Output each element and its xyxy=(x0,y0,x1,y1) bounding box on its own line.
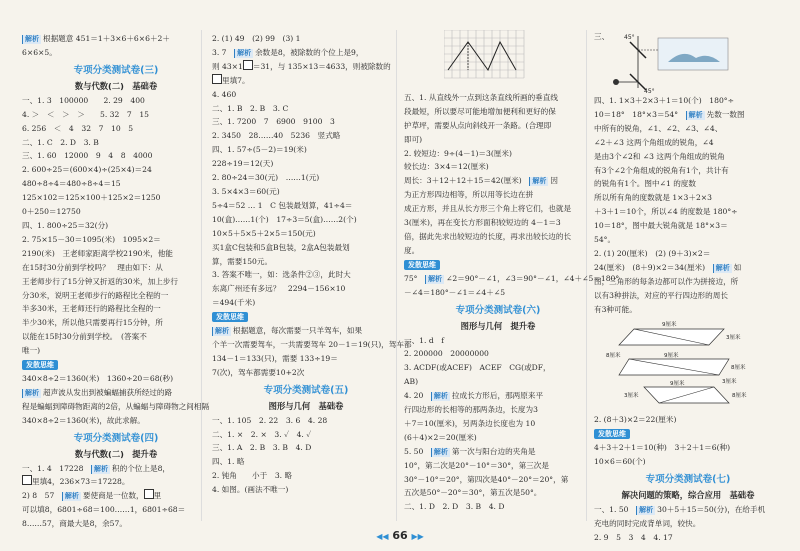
note-line: 中所有的锐角，∠1、∠2、∠3、∠4、 xyxy=(594,123,723,133)
note-line: 以有3种拼法，对应的平行四边形的周长 xyxy=(594,290,728,300)
answer-line: 3. 7 解析 余数是8，被除数的个位上是9， xyxy=(212,47,364,57)
answer-line: 段最短，所以要尽可能地增加便利和更好的保 xyxy=(404,106,556,116)
note-line: ∠2＋∠3 这两个角组成的锐角，∠4 xyxy=(594,137,714,147)
note-line: 解析 根据题意，每次需要一只羊驾车，如果 xyxy=(212,324,400,338)
answer-column-4 xyxy=(594,30,782,545)
edge-label: 3厘米 xyxy=(624,392,639,399)
answer-line: 2. 钝角 小于 3. 略 xyxy=(212,471,293,481)
note-line: 解析 超声波从发出到被蝙蝠捕获所经过的路 xyxy=(22,386,210,400)
angle-label: 45° xyxy=(624,34,635,41)
blank-box xyxy=(212,74,222,84)
answer-line: 即可) xyxy=(404,134,423,144)
answer-line: 2. 75×15－30＝1095(米) 1095×2＝ xyxy=(22,234,161,244)
edge-label: 3厘米 xyxy=(722,378,737,385)
answer-line: 5. 50 解析 第一次与阳台边的夹角是 xyxy=(404,446,536,456)
answer-line: 2. 80÷24＝30(元) ……1(元) xyxy=(212,173,320,183)
section-subtitle: 数与代数(二) 提升卷 xyxy=(74,448,158,459)
answer-line: 一、1. 50 解析 30＋5＋15＝50(分)，在给手机 xyxy=(594,505,766,515)
divergent-thinking-badge: 发散思维 xyxy=(404,260,440,270)
answer-line: 五、1. 从直线外一点到这条直线所画的垂直线 xyxy=(404,92,558,102)
answer-line: 2. 3450 28……40 5236 竖式略 xyxy=(212,131,341,141)
answer-line: 4. ＞ ＜ ＞ ＞ 5. 32 7 15 xyxy=(22,109,150,119)
answer-line: 半多30米，王老师还行的路程比全程的一 xyxy=(22,304,161,314)
note-line: 所以所有角的度数就是 1×3＋2×3 xyxy=(594,193,712,203)
section-title: 专项分类测试卷(三) xyxy=(73,64,159,76)
answer-line: 10×6＝60(个) xyxy=(594,457,646,467)
answer-line: 2. (8＋3)×2＝22(厘米) xyxy=(594,415,677,425)
answer-line: 一、1. d f xyxy=(404,335,445,345)
note-line: 6×6×5。 xyxy=(22,47,57,57)
note-line: 度。 xyxy=(404,245,420,255)
angle-label: 45° xyxy=(644,88,655,94)
answer-line: 里填7。 xyxy=(212,74,400,88)
note-line: ＋3＋1＝10个，所以∠4 的度数是 180°÷ xyxy=(594,207,738,217)
edge-label: 9厘米 xyxy=(662,321,677,328)
answer-line: 二、1. B 2. B 3. C xyxy=(212,103,289,113)
answer-line: 75° 解析 ∠2＝90°－∠1，∠3＝90°－∠1，∠4＋∠5＝180° xyxy=(404,273,620,283)
answer-line: 三、1. 60 12000 9 4 8 4000 xyxy=(22,151,153,161)
section-title: 专项分类测试卷(四) xyxy=(73,432,159,444)
note-line: ＋7＝10(厘米)，另两条边长度也为 10 xyxy=(404,418,536,428)
answer-line: 分30米，说明王老师步行的路程比全程的一 xyxy=(22,290,169,300)
mirror-reflection-figure xyxy=(608,30,758,94)
note-line: 成正方形，并且从长方形三个角上将它们，也就是 xyxy=(404,204,572,214)
answer-line: 一、1. 3 100000 2. 29 400 xyxy=(22,95,145,105)
answer-line: 里填4，236×73＝17228。 xyxy=(22,475,210,489)
answer-line: 3. 5×4×3＝60(元) xyxy=(212,186,280,196)
note-line: 340×8÷2＝1360(米)，故此求解。 xyxy=(22,415,145,425)
right-arrows-icon: ▶▶ xyxy=(411,532,424,541)
note-line: 程是蝙蝠到障碍物距离的2倍，从蝙蝠与障碍物之间相隔 xyxy=(22,401,210,411)
answer-line: 2. 200000 20000000 xyxy=(404,349,489,359)
note-line: 54°。 xyxy=(594,235,616,245)
note-line: 10°，第二次是20°－10°＝30°，第三次是 xyxy=(404,460,549,470)
answer-line: 在15时30分前到学校吗？ 理由如下：从 xyxy=(22,262,163,272)
answer-line: 一、1. 4 17228 解析 积的个位上是8， xyxy=(22,463,171,473)
answer-line: 2. 9 5 3 4 4. 17 xyxy=(594,532,673,542)
edge-label: 9厘米 xyxy=(670,380,685,387)
answer-line: 4. 460 xyxy=(212,89,237,99)
answer-line: 三、1. 7200 7 6900 9100 3 xyxy=(212,117,335,127)
note-line: 10＝18°，图中最大锐角就是 18°×3＝ xyxy=(594,221,728,231)
note-line: 7(次)，驾车都需要10+2次 xyxy=(212,367,305,377)
page-number: ◀◀ 66 ▶▶ xyxy=(376,529,424,542)
note-line: 五次是50°－20°＝30°，第五次是50°。 xyxy=(404,488,542,498)
section-title: 专项分类测试卷(五) xyxy=(263,384,349,396)
answer-line: 10(盒)……1(个) 17÷3＝5(盒)……2(个) xyxy=(212,214,357,224)
edge-label: 8厘米 xyxy=(732,392,747,399)
answer-line: 0＋250＝12750 xyxy=(22,207,81,217)
section-subtitle: 解决问题的策略，综合应用 基础卷 xyxy=(621,490,755,501)
note-line: 个羊一次需要驾车，一共需要驾车 20－1＝19(只)，驾车都 xyxy=(212,339,412,349)
answer-line: 则 43×1 ＝31，与 135×13＝4633，则被除数的 xyxy=(212,61,391,71)
answer-line: 四、1. 略 xyxy=(212,457,245,467)
answer-line: 二、1. C 2. D 3. B xyxy=(22,137,99,147)
edge-label: 9厘米 xyxy=(664,352,679,359)
mirror-figure-block: 三、 45° 45° xyxy=(594,30,782,94)
answer-line: 2190(米) 王老师家距离学校2190米，他能 xyxy=(22,248,173,258)
answer-line: 四、1. 57÷(5－2)＝19(米) xyxy=(212,145,307,155)
answer-line: 2. (1) 20(厘米) (2) (9＋3)×2＝ xyxy=(594,248,711,258)
answer-line: 4. 20 解析 拉成长方形后，那两原来平 xyxy=(404,391,544,401)
answer-line: 周长：3＋12＋12＋15＝42(厘米) 解析 因 xyxy=(404,176,558,186)
divergent-thinking-badge: 发散思维 xyxy=(594,429,630,439)
note-line: (6＋4)×2＝20(厘米) xyxy=(404,432,477,442)
answer-line: 3. ACDF(或ACEF) ACEF CG(或DF， xyxy=(404,363,551,373)
answer-line: 2. 较短边：9÷(4－1)＝3(厘米) xyxy=(404,148,512,158)
note-line: 充电的同时完成背单词，较快。 xyxy=(594,518,701,528)
answer-line: 24(厘米) (8＋9)×2＝34(厘米) 解析 如 xyxy=(594,262,742,272)
note-line: 的锐角有1个。图中∠1 的度数 xyxy=(594,179,696,189)
note-line: 为正方形四边相等，所以用等长边在拼 xyxy=(404,190,534,200)
answer-line: 可以填8，6801÷68＝100……1，6801÷68＝ xyxy=(22,505,186,515)
answer-line: 10＝18° 18°×3＝54° 解析 先数一数图 xyxy=(594,109,745,119)
answer-line: 4＋3＋2＋1＝10(种) 3＋2＋1＝6(种) xyxy=(594,443,731,453)
answer-line: ＝494(千米) xyxy=(212,298,256,308)
answer-line: 四、1. 800÷25＝32(分) xyxy=(22,220,109,230)
edge-label: 8厘米 xyxy=(731,364,746,371)
answer-line: 二、1. × 2. × 3. ✓ 4. ✓ xyxy=(212,429,312,439)
answer-line: 王老师步行了15分钟又折返的30米，加上步行 xyxy=(22,276,179,286)
section-subtitle: 图形与几何 基础卷 xyxy=(268,400,344,411)
blank-box xyxy=(243,60,253,70)
answer-line: 东离广州还有多远？ 2294－156×10 xyxy=(212,284,346,294)
answer-line: 二、1. D 2. D 3. B 4. D xyxy=(404,502,505,512)
note-line: 有3种可能。 xyxy=(594,304,637,314)
jiexi-tag: 解析 xyxy=(22,35,41,44)
note-line: 有3个∠2个角组成的锐角有1个，共计有 xyxy=(594,165,729,175)
answer-line: 8……57，商最大是8，余57。 xyxy=(22,519,127,529)
answer-line: 算，需要150元。 xyxy=(212,256,273,266)
note-line: 3(厘米)，再在变长方形面积较短边的 4－1＝3 xyxy=(404,218,561,228)
note-line: 30°－10°＝20°，第四次是40°－20°＝20°，第 xyxy=(404,474,569,484)
answer-line: 四、1. 1×3＋2×3＋1＝10(个) 180°÷ xyxy=(594,96,734,105)
note-line: 是由3个∠2和 ∠3 这两个角组成的锐角 xyxy=(594,151,725,161)
note-line: 倍，据此先求出较短边的长度，再求出较长边的长 xyxy=(404,231,572,241)
answer-line: 10×5＋5×5＋2×5＝150(元) xyxy=(212,228,316,238)
answer-line: 480÷8÷4＝480÷8÷4＝15 xyxy=(22,179,121,189)
note-line: 解析 根据题意 451＝1＋3×6＋6×6＋2＋ xyxy=(22,32,210,46)
divergent-thinking-badge: 发散思维 xyxy=(212,312,248,322)
note-line: 134－1＝133(只)，需要 133÷19＝ xyxy=(212,353,338,363)
answer-line: 半少30米，所以他只需要再行15分钟，所 xyxy=(22,318,163,328)
answer-line: 以能在15时30分前到学校。 (答案不 xyxy=(22,332,147,342)
answer-line: 买1盒C包装和5盒B包装，2盒A包装最划 xyxy=(212,242,350,252)
grid-path-figure xyxy=(444,30,564,86)
answer-line: 护草坪，需要从点向斜线开一条路。(合理即 xyxy=(404,120,552,130)
left-arrows-icon: ◀◀ xyxy=(376,532,389,541)
note-line: －∠4＝180°－∠1＝∠4＋∠5 xyxy=(404,287,506,297)
section-subtitle: 数与代数(二) 基础卷 xyxy=(74,80,158,91)
parallelogram-figures xyxy=(604,317,764,409)
edge-label: 8厘米 xyxy=(606,352,621,359)
edge-label: 3厘米 xyxy=(726,334,741,341)
answer-line: 3. 答案不唯一，如：选条件②③，此时大 xyxy=(212,270,351,280)
answer-line: 一、1. 105 2. 22 3. 6 4. 28 xyxy=(212,415,328,425)
answer-line: AB) xyxy=(404,377,419,387)
blank-box xyxy=(144,489,154,499)
answer-column-1 xyxy=(22,32,210,531)
section-title: 专项分类测试卷(六) xyxy=(455,304,541,316)
blank-box xyxy=(22,475,32,485)
answer-line: 340×8÷2＝1360(米) 1360÷20＝68(秒) xyxy=(22,373,174,383)
answer-line: 228÷19＝12(天) xyxy=(212,159,274,169)
note-line: 图，三角形的每条边都可以作为拼接边，所 xyxy=(594,276,739,286)
answer-line: 125×102＝125×100＋125×2＝1250 xyxy=(22,193,161,203)
section-title: 专项分类测试卷(七) xyxy=(645,474,731,486)
answer-line: 唯一) xyxy=(22,346,41,356)
answer-line: 较长边：3×4＝12(厘米) xyxy=(404,162,489,172)
note-line: 行四边形的长相等的那两条边，长度为3 xyxy=(404,405,538,415)
section-subtitle: 图形与几何 提升卷 xyxy=(460,320,536,331)
answer-line: 2. (1) 49 (2) 99 (3) 1 xyxy=(212,34,301,43)
answer-line: 6. 256 ＜ 4 32 7 10 5 xyxy=(22,123,134,133)
answer-line: 三、1. A 2. B 3. B 4. D xyxy=(212,443,312,453)
answer-line: 2. 600÷25＝(600×4)÷(25×4)＝24 xyxy=(22,165,152,175)
divergent-thinking-badge: 发散思维 xyxy=(22,360,58,370)
answer-line: 4. 如图。(画法不唯一) xyxy=(212,485,289,495)
answer-line: 5÷4＝52 … 1 C 包装最划算，41÷4＝ xyxy=(212,200,353,210)
answer-line: 2) 8 57 解析 要使商是一位数， 里 xyxy=(22,491,162,501)
